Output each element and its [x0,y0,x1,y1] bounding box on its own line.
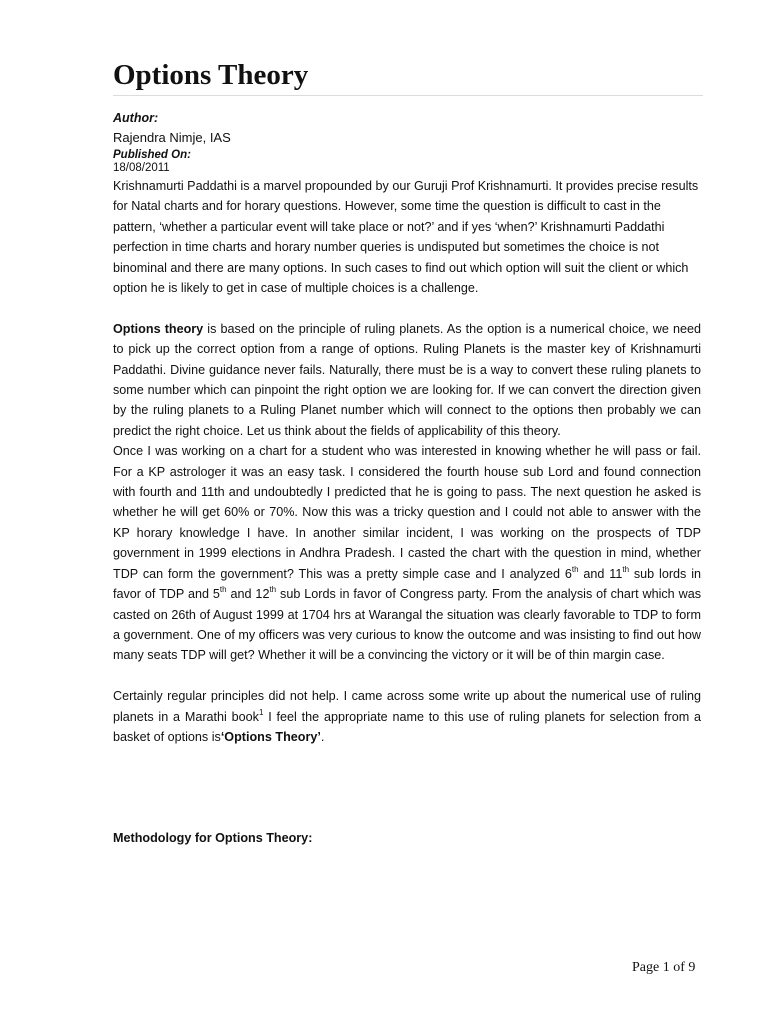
paragraph-principles-text-c: . [320,729,325,744]
author-name: Rajendra Nimje, IAS [113,130,231,145]
title-divider [113,95,703,96]
page-title: Options Theory [113,59,309,91]
paragraph-examples-text-c: sub lords in favor of TDP and 5 [113,566,701,602]
options-theory-name: ‘Options Theory’ [220,729,321,744]
footnote-marker: 1 [258,707,264,717]
paragraph-examples-text-e: sub Lords in favor of Congress party. From the analysis of chart which was casted on 26th of August 1999 at 1704 hrs at Warangal the situation was clearly favorable to TDP to form a government. One of my officers was very curious to know the outcome and was insisting to find out how many seats TDP will get? Whether it will be a convincing the victory or it will be of thin margin case. [113,587,701,663]
paragraph-options-theory-text: is based on the principle of ruling planets. As the option is a numerical choice, we need to pick up the correct option from a range of options. Ruling Planets is the master key of Krishnamurti Paddathi. Divine guidance never fails. Naturally, there must be is a way to convert these ruling planets to some number which can pinpoint the right option we are looking for. If we can convert the direction given by the ruling planets to a Ruling Planet number which will connect to the options then probably we can predict the right choice. Let us think about the fields of applicability of this theory. [113,321,701,438]
paragraph-spacer [113,298,701,318]
paragraph-examples-text-d: and 12 [226,587,270,602]
paragraph-principles-text-b: I feel the appropriate name to this use of ruling planets for selection from a basket of options is [113,709,701,744]
paragraph-principles [113,686,701,747]
page-number: Page 1 of 9 [632,960,696,975]
author-label: Author: [113,111,159,125]
superscript-th-4: th [269,585,277,595]
superscript-th-1: th [571,564,579,574]
superscript-th-3: th [219,585,227,595]
article-body [113,176,701,849]
paragraph-examples [113,441,701,665]
options-theory-term: Options theory [113,321,204,336]
published-label: Published On: [113,149,191,161]
superscript-th-2: th [622,564,630,574]
published-date: 18/08/2011 [113,162,170,174]
paragraph-examples-text-a: Once I was working on a chart for a student who was interested in knowing whether he will pass or fail. For a KP astrologer it was an easy task. I considered the fourth house sub Lord and found connection with fourth and 11th and undoubtedly I predicted that he is going to pass. The next question he asked is whether he will get 60% or 70%. Now this was a tricky question and I could not able to answer with the KP horary knowledge I have. In another similar incident, I was working on the prospects of TDP government in 1999 elections in Andhra Pradesh. I casted the chart with the question in mind, whether TDP can form the government? This was a pretty simple case and I analyzed 6 [113,444,701,581]
methodology-heading: Methodology for Options Theory: [113,831,313,846]
section-spacer [113,747,701,828]
paragraph-examples-text-b: and 11 [578,566,623,581]
paragraph-options-theory [113,319,701,441]
paragraph-spacer [113,666,701,686]
paragraph-principles-text-a: Certainly regular principles did not help. I came across some write up about the numerical use of ruling planets in a Marathi book [113,689,701,724]
paragraph-intro: Krishnamurti Paddathi is a marvel propounded by our Guruji Prof Krishnamurti. It provides precise results for Natal charts and for horary questions. However, some time the question is difficult to cast in the pattern, ‘whether a particular event will take place or not?’ and if yes ‘when?’ Krishnamurti Paddathi perfection in time charts and horary number queries is undisputed but sometimes the choice is not binominal and there are many options. In such cases to find out which option will suit the client or which option he is likely to get in case of multiple choices is a challenge. [113,179,699,296]
